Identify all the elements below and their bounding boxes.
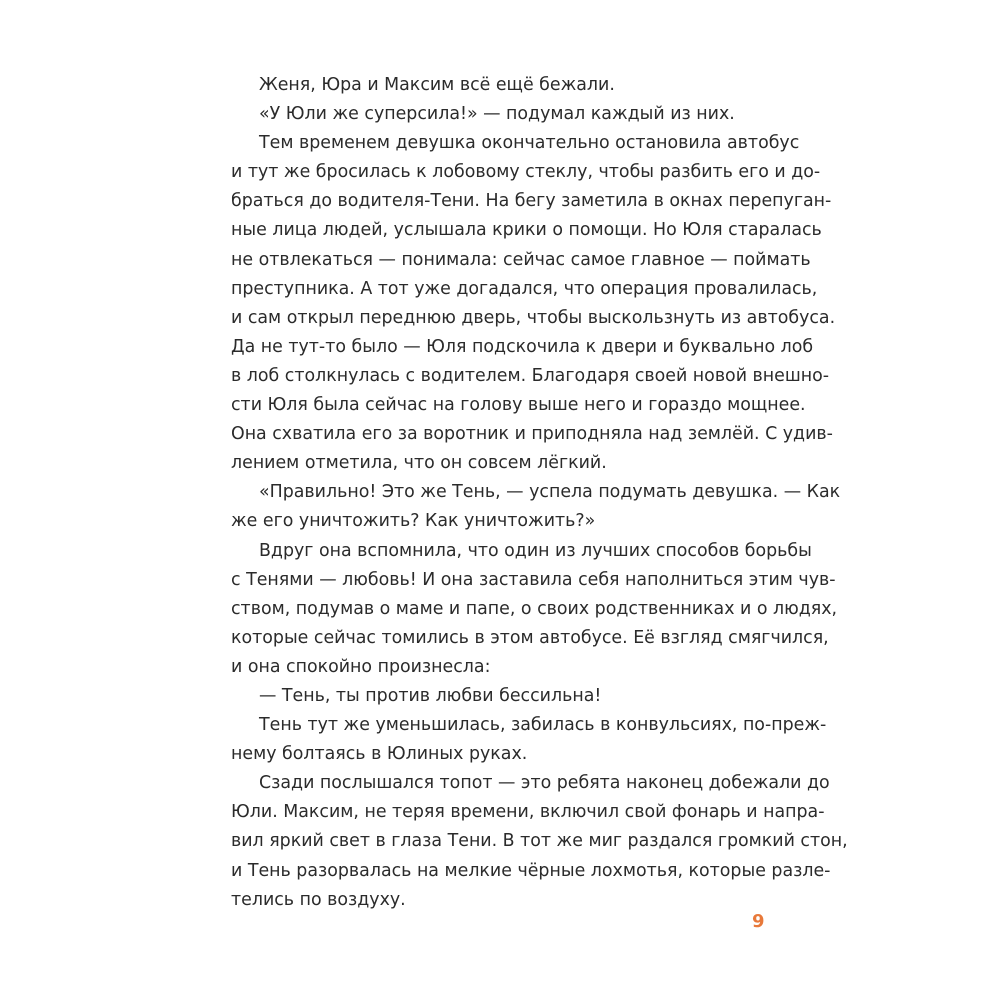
text-line: вил яркий свет в глаза Тени. В тот же миг раздался громкий стон,: [231, 831, 848, 852]
text-line: же его уничтожить? Как уничтожить?»: [231, 511, 596, 532]
page-number: 9: [752, 911, 765, 932]
text-line: Сзади послышался топот — это ребята наконец добежали до: [259, 773, 830, 794]
text-line: «Правильно! Это же Тень, — успела подумать девушка. — Как: [259, 482, 841, 503]
text-line: которые сейчас томились в этом автобусе. Её взгляд смягчился,: [231, 627, 829, 648]
text-line: ством, подумав о маме и папе, о своих родственниках и о людях,: [231, 598, 838, 619]
text-line: Она схватила его за воротник и приподняла над землёй. С удив-: [231, 424, 833, 445]
text-line: нему болтаясь в Юлиных руках.: [231, 744, 528, 765]
text-line: с Тенями — любовь! И она заставила себя наполниться этим чув-: [231, 569, 836, 590]
text-line: в лоб столкнулась с водителем. Благодаря своей новой внешно-: [231, 365, 830, 386]
text-line: браться до водителя-Тени. На бегу заметила в окнах перепуган-: [231, 191, 832, 212]
text-line: «У Юли же суперсила!» — подумал каждый из них.: [259, 104, 735, 125]
text-line: сти Юля была сейчас на голову выше него и гораздо мощнее.: [231, 395, 806, 416]
text-line: не отвлекаться — понимала: сейчас самое главное — поймать: [231, 249, 811, 270]
text-line: и сам открыл переднюю дверь, чтобы выскользнуть из автобуса.: [231, 307, 836, 328]
text-line: Да не тут-то было — Юля подскочила к двери и буквально лоб: [231, 336, 814, 357]
text-line: телись по воздуху.: [231, 889, 406, 910]
text-line: Юли. Максим, не теряя времени, включил свой фонарь и напра-: [231, 802, 825, 823]
text-line: Женя, Юра и Максим всё ещё бежали.: [259, 75, 615, 95]
text-line: и она спокойно произнесла:: [231, 656, 491, 677]
body-text: [231, 71, 848, 915]
text-line: ные лица людей, услышала крики о помощи. Но Юля старалась: [231, 220, 822, 241]
text-line: — Тень, ты против любви бессильна!: [259, 685, 602, 706]
text-line: Вдруг она вспомнила, что один из лучших способов борьбы: [259, 540, 812, 561]
text-line: Тем временем девушка окончательно остановила автобус: [259, 133, 800, 154]
text-line: преступника. А тот уже догадался, что операция провалилась,: [231, 278, 818, 299]
text-line: Тень тут же уменьшилась, забилась в конвульсиях, по-преж-: [259, 715, 827, 736]
text-line: и тут же бросилась к лобовому стеклу, чтобы разбить его и до-: [231, 162, 821, 183]
text-line: лением отметила, что он совсем лёгкий.: [231, 453, 607, 474]
text-line: и Тень разорвалась на мелкие чёрные лохмотья, которые разле-: [231, 860, 831, 881]
